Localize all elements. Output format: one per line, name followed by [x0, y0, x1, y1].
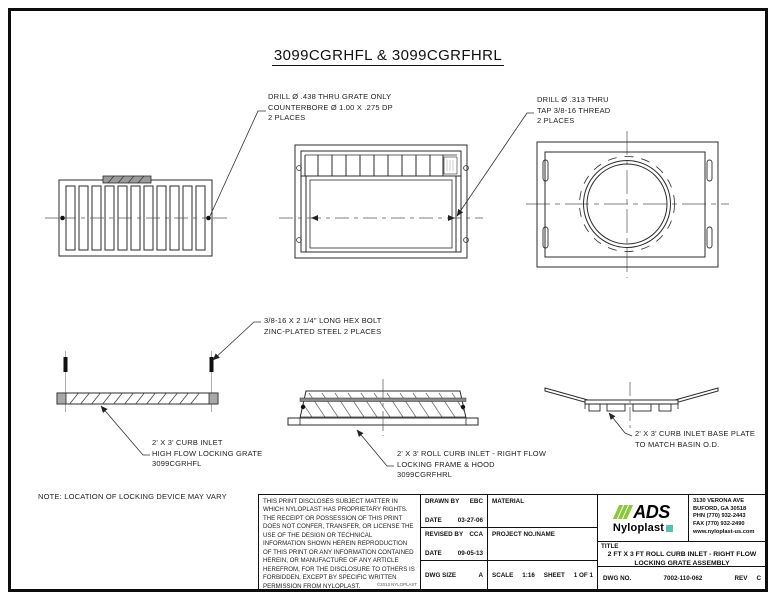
scale-sheet-cell	[488, 561, 598, 590]
dwg-size-label: DWG SIZE	[425, 572, 457, 579]
material-label: MATERIAL	[492, 498, 525, 505]
page-title-wrap	[0, 47, 776, 66]
annotation-line: COUNTERBORE Ø 1.00 X .275 DP	[268, 102, 393, 112]
scale-value: 1:16	[522, 572, 535, 579]
annotation-hex-bolt	[264, 316, 382, 337]
ads-logo-text: ADS	[633, 502, 670, 522]
revised-by-label: REVISED BY	[425, 531, 464, 538]
annotation-line: 3099CGRFHRL	[397, 470, 453, 479]
material-cell	[488, 495, 598, 528]
project-cell	[488, 528, 598, 561]
company-address	[689, 495, 766, 542]
annotation-grate-label	[152, 438, 262, 470]
address-line: www.nyloplast-us.com	[693, 528, 755, 535]
annotation-line: 2 PLACES	[537, 116, 575, 125]
drawn-by-value: EBC	[469, 498, 483, 505]
page-title: 3099CGRHFL & 3099CGRFHRL	[273, 47, 503, 64]
address-line: 3130 VERONA AVE	[693, 498, 744, 504]
sheet-value: 1 OF 1	[573, 572, 593, 579]
date-label: DATE	[425, 517, 442, 524]
annotation-line: HIGH FLOW LOCKING GRATE	[152, 448, 263, 458]
annotation-line: 3/8-16 X 2 1/4" LONG HEX BOLT	[264, 316, 382, 325]
legal-notice	[259, 495, 421, 590]
dwg-no-cell	[598, 567, 766, 590]
annotation-line: 2' X 3' CURB INLET BASE PLATE	[635, 429, 756, 438]
address-line: BUFORD, GA 30518	[693, 505, 747, 512]
annotation-drill-grate	[268, 92, 393, 124]
revised-by-value: CCA	[469, 531, 483, 538]
annotation-frame-label	[397, 449, 546, 481]
drawing-title-line: LOCKING GRATE ASSEMBLY	[634, 559, 730, 567]
grate-plan-view	[45, 176, 227, 256]
copyright: ©2013 NYLOPLAST	[376, 581, 417, 587]
sheet-label: SHEET	[543, 572, 565, 579]
revised-by-cell	[421, 528, 488, 561]
grate-side-view	[57, 351, 218, 412]
project-label: PROJECT NO./NAME	[492, 531, 555, 538]
address-line: FAX (770) 932-2490	[693, 521, 745, 528]
drawing-title-line: 2 FT X 3 FT ROLL CURB INLET - RIGHT FLOW	[607, 551, 757, 558]
annotation-line: 3099CGRHFL	[152, 459, 202, 468]
dwg-no-label: DWG NO.	[603, 575, 632, 582]
ads-logo	[616, 503, 670, 521]
date-value: 09-05-13	[457, 550, 483, 557]
dwg-size-cell	[421, 561, 488, 590]
nyloplast-logo-text: Nyloplast	[612, 522, 665, 534]
annotation-drill-tap	[537, 95, 610, 127]
dwg-size-value: A	[478, 572, 483, 579]
drawing-note: NOTE: LOCATION OF LOCKING DEVICE MAY VARY	[38, 492, 227, 501]
ads-nyloplast-logo	[598, 495, 689, 542]
nyloplast-logo	[613, 522, 673, 534]
frame-plan-view	[279, 145, 483, 258]
annotation-line: 2' X 3' CURB INLET	[152, 438, 223, 447]
annotation-line: DRILL Ø .438 THRU GRATE ONLY	[268, 92, 392, 101]
hex-bolt-right	[210, 357, 214, 372]
rev-value: C	[756, 575, 761, 582]
title-label: TITLE	[601, 543, 619, 550]
address-line: PHN (770) 932-2443	[693, 513, 746, 520]
title-cell	[598, 542, 766, 567]
locking-device	[103, 176, 151, 183]
annotation-line: TAP 3/8-16 THREAD	[537, 105, 611, 115]
dwg-no-value: 7002-110-062	[663, 575, 703, 582]
nyloplast-logo-square-icon	[666, 525, 673, 532]
logo-address-cell	[598, 495, 766, 542]
annotation-base-plate-label	[635, 429, 755, 450]
hex-bolt-left	[64, 357, 68, 372]
annotation-line: DRILL Ø .313 THRU	[537, 95, 609, 104]
base-plate-plan-view	[526, 131, 729, 278]
frame-side-view	[288, 379, 478, 436]
base-plate-side-view	[545, 382, 718, 429]
date-value: 03-27-06	[457, 517, 483, 524]
scale-label: SCALE	[492, 572, 514, 579]
title-block	[258, 494, 765, 589]
date-label: DATE	[425, 550, 442, 557]
annotation-line: TO MATCH BASIN O.D.	[635, 439, 720, 449]
legal-text: THIS PRINT DISCLOSES SUBJECT MATTER IN WHICH NYLOPLAST HAS PROPRIETARY RIGHTS. THE RECEIPT OR POSSESSION OF THIS PRINT DOES NOT CONFER, TRANSFER, OR LICENSE THE USE OF THE DESIGN OR TECHNICAL INFORMATION SHOWN HEREIN REPRODUCTION OF THIS PRINT OR ANY INFORMATION CONTAINED HEREIN, OR MANUFACTURE OF ANY ARTICLE HEREFROM, FOR THE DISCLOSURE TO OTHERS IS FORBIDDEN, EXCEPT BY SPECIFIC WRITTEN PERMISSION FROM NYLOPLAST.	[263, 498, 415, 590]
annotation-line: ZINC-PLATED STEEL 2 PLACES	[264, 326, 382, 336]
rev-label: REV	[734, 575, 748, 582]
drawn-by-cell	[421, 495, 488, 528]
annotation-line: 2' X 3' ROLL CURB INLET - RIGHT FLOW	[397, 449, 547, 458]
annotation-line: LOCKING FRAME & HOOD	[397, 459, 495, 469]
annotation-line: 2 PLACES	[268, 113, 306, 122]
drawn-by-label: DRAWN BY	[425, 498, 460, 505]
